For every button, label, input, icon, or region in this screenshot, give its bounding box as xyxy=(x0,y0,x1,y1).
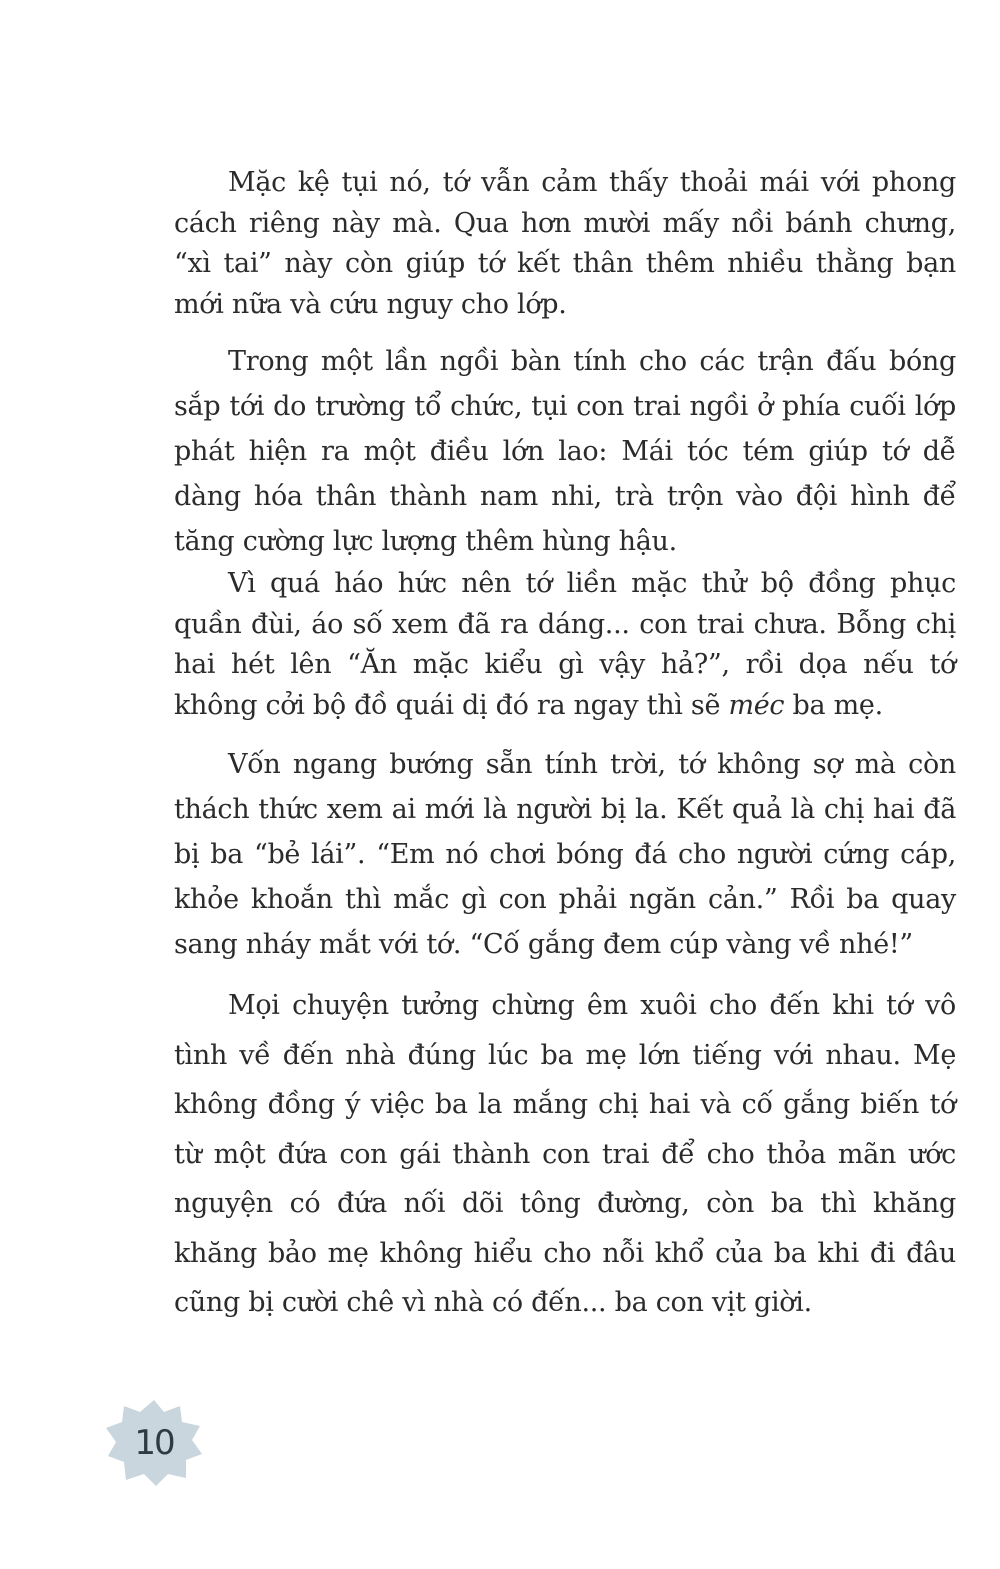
page-number-badge xyxy=(104,1398,204,1488)
page-body xyxy=(174,163,956,1328)
paragraph-5: Mọi chuyện tưởng chừng êm xuôi cho đến khi tớ vô tình về đến nhà đúng lúc ba mẹ lớn tiếng với nhau. Mẹ không đồng ý việc ba la mắng chị hai và cố gắng biến tớ từ một đứa con gái thành con trai để cho thỏa mãn ước nguyện có đứa nối dõi tông đường, còn ba thì khăng khăng bảo mẹ không hiểu cho nỗi khổ của ba khi đi đâu cũng bị cười chê vì nhà có đến... ba con vịt giời. xyxy=(174,990,956,1318)
paragraph-3-emphasis: méc xyxy=(728,689,785,721)
paragraph-2: Trong một lần ngồi bàn tính cho các trận đấu bóng sắp tới do trường tổ chức, tụi con trai ngồi ở phía cuối lớp phát hiện ra một điều lớn lao: Mái tóc tém giúp tớ dễ dàng hóa thân thành nam nhi, trà trộn vào đội hình để tăng cường lực lượng thêm hùng hậu. xyxy=(174,346,956,557)
paragraph-1: Mặc kệ tụi nó, tớ vẫn cảm thấy thoải mái với phong cách riêng này mà. Qua hơn mười mấy nồi bánh chưng, “xì tai” này còn giúp tớ kết thân thêm nhiều thằng bạn mới nữa và cứu nguy cho lớp. xyxy=(174,167,956,320)
paragraph-3-text: Vì quá háo hức nên tớ liền mặc thử bộ đồng phục quần đùi, áo số xem đã ra dáng... con trai chưa. Bỗng chị hai hét lên “Ăn mặc kiểu gì vậy hả?”, rồi dọa nếu tớ không cởi bộ đồ quái dị đó ra ngay thì sẽ xyxy=(174,568,956,721)
paragraph-3 xyxy=(174,564,956,726)
paragraph-3-tail: ba mẹ. xyxy=(784,689,883,721)
page-number: 10 xyxy=(134,1423,174,1463)
paragraph-4: Vốn ngang bướng sẵn tính trời, tớ không sợ mà còn thách thức xem ai mới là người bị la. Kết quả là chị hai đã bị ba “bẻ lái”. “Em nó chơi bóng đá cho người cứng cáp, khỏe khoắn thì mắc gì con phải ngăn cản.” Rồi ba quay sang nháy mắt với tớ. “Cố gắng đem cúp vàng về nhé!” xyxy=(174,749,956,960)
